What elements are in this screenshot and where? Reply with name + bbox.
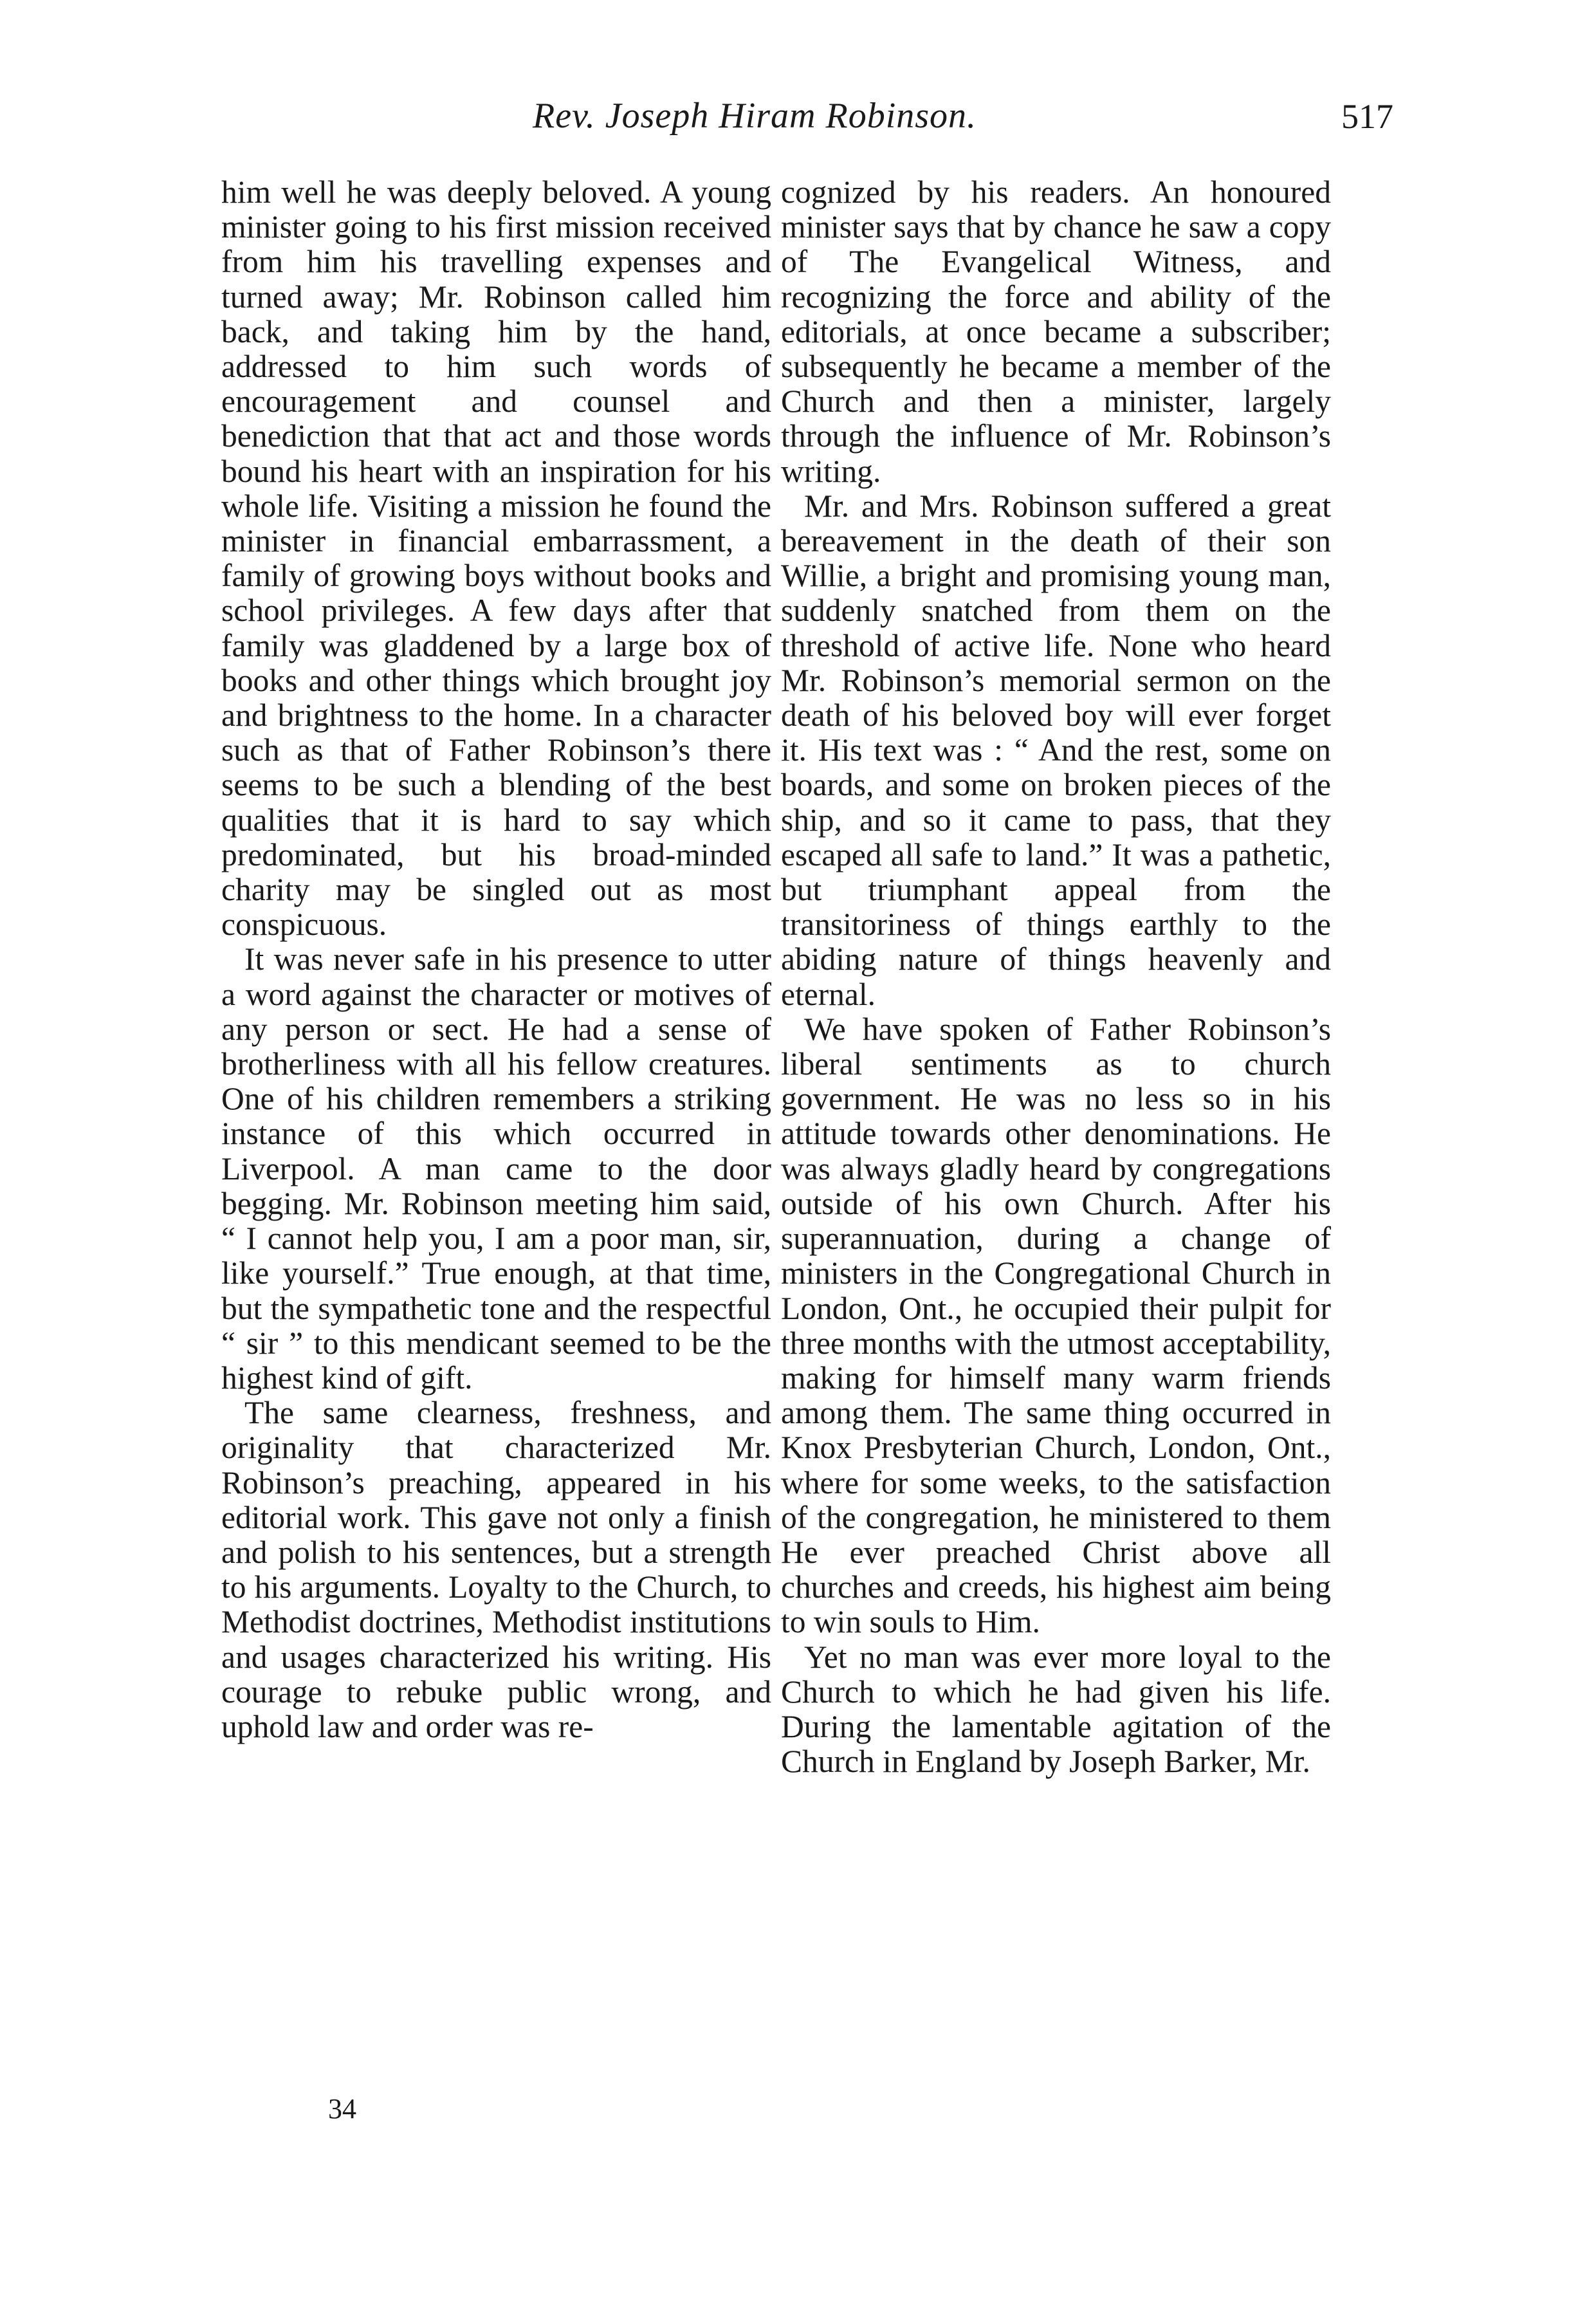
right-column — [781, 175, 1331, 1779]
paragraph: It was never safe in his presence to utter a word against the character or motives of any person or sect. He had a sense of brotherliness with all his fellow creatures. One of his children remembers a striking instance of this which occurred in Liverpool. A man came to the door begging. Mr. Robinson meeting him said, “ I cannot help you, I am a poor man, sir, like yourself.” True enough, at that time, but the sympathetic tone and the respectful “ sir ” to this mendicant seemed to be the highest kind of gift. — [221, 941, 771, 1396]
paragraph: Yet no man was ever more loyal to the Church to which he had given his life. During the lamentable agitation of the Church in England by Joseph Barker, Mr. — [781, 1639, 1331, 1780]
running-title: Rev. Joseph Hiram Robinson. — [533, 96, 977, 136]
paragraph: cognized by his readers. An honoured minister says that by chance he saw a copy of The Evangelical Witness, and recognizing the force and ability of the editorials, at once became a subscriber; subsequently he became a member of the Church and then a minister, largely through the influence of Mr. Robinson’s writing. — [781, 174, 1331, 489]
page-number: 517 — [1341, 97, 1393, 136]
paragraph: We have spoken of Father Robinson’s liberal sentiments as to church government. He was no less so in his attitude towards other denominations. He was always gladly heard by congregations outside of his own Church. After his superannuation, during a change of ministers in the Congregational Church in London, Ont., he occupied their pulpit for three months with the utmost acceptability, making for himself many warm friends among them. The same thing occurred in Knox Presbyterian Church, London, Ont., where for some weeks, to the satisfaction of the congregation, he ministered to them He ever preached Christ above all churches and creeds, his highest aim being to win souls to Him. — [781, 1011, 1331, 1640]
signature-mark: 34 — [328, 2093, 356, 2125]
paragraph: him well he was deeply beloved. A young minister going to his first mission received from him his travelling expenses and turned away; Mr. Robinson called him back, and taking him by the hand, addressed to him such words of encouragement and counsel and benediction that that act and those words bound his heart with an inspiration for his whole life. Visiting a mission he found the minister in financial embarrassment, a family of growing boys without books and school privileges. A few days after that family was gladdened by a large box of books and other things which brought joy and brightness to the home. In a character such as that of Father Robinson’s there seems to be such a blending of the best qualities that it is hard to say which predominated, but his broad-minded charity may be singled out as most conspicuous. — [221, 174, 771, 943]
left-column — [221, 175, 771, 1744]
paragraph: Mr. and Mrs. Robinson suffered a great bereavement in the death of their son Willie, a bright and promising young man, suddenly snatched from them on the threshold of active life. None who heard Mr. Robinson’s memorial sermon on the death of his beloved boy will ever forget it. His text was : “ And the rest, some on boards, and some on broken pieces of the ship, and so it came to pass, that they escaped all safe to land.” It was a pathetic, but triumphant appeal from the transitoriness of things earthly to the abiding nature of things heavenly and eternal. — [781, 488, 1331, 1012]
paragraph: The same clearness, freshness, and originality that characterized Mr. Robinson’s preaching, appeared in his editorial work. This gave not only a finish and polish to his sentences, but a strength to his arguments. Loyalty to the Church, to Methodist doctrines, Methodist institutions and usages characterized his writing. His courage to rebuke public wrong, and uphold law and order was re- — [221, 1395, 771, 1744]
